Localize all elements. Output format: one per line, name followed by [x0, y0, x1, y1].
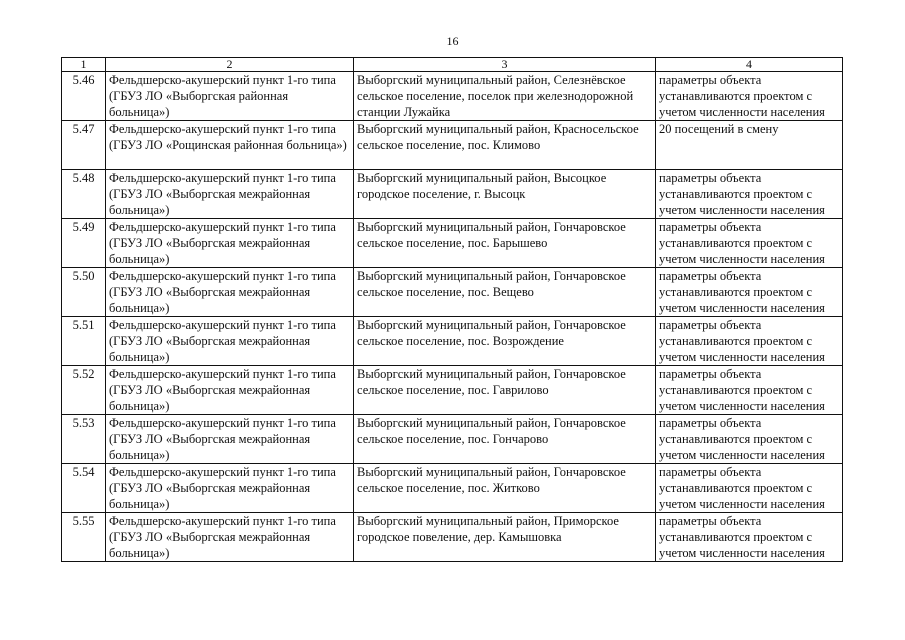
- facility-parameters-cell: [656, 170, 843, 219]
- page-number: 16: [446, 34, 459, 48]
- row-number-cell: [62, 72, 106, 121]
- row-number: 5.49: [72, 220, 95, 234]
- facility-parameters: параметры объекта устанавливаются проектом с учетом численности населения: [659, 514, 825, 560]
- facilities-table: [61, 57, 843, 562]
- table-header: [62, 58, 843, 72]
- facility-parameters: параметры объекта устанавливаются проектом с учетом численности населения: [659, 416, 825, 462]
- facility-location-cell: [354, 268, 656, 317]
- facility-parameters-cell: [656, 72, 843, 121]
- row-number-cell: [62, 219, 106, 268]
- facility-location-cell: [354, 121, 656, 170]
- facility-location: Выборгский муниципальный район, Гончаровское сельское поселение, пос. Барышево: [357, 220, 626, 250]
- facility-location: Выборгский муниципальный район, Гончаровское сельское поселение, пос. Гончарово: [357, 416, 626, 446]
- table-row: [62, 121, 843, 170]
- facility-location: Выборгский муниципальный район, Высоцкое городское поселение, г. Высоцк: [357, 171, 607, 201]
- facility-location-cell: [354, 366, 656, 415]
- row-number-cell: [62, 121, 106, 170]
- facility-location-cell: [354, 170, 656, 219]
- facility-location: Выборгский муниципальный район, Приморское городское повеление, дер. Камышовка: [357, 514, 619, 544]
- facility-location-cell: [354, 415, 656, 464]
- facility-parameters-cell: [656, 317, 843, 366]
- facility-parameters: параметры объекта устанавливаются проектом с учетом численности населения: [659, 269, 825, 315]
- row-number: 5.54: [72, 465, 95, 479]
- row-number: 5.46: [72, 73, 95, 87]
- facility-location: Выборгский муниципальный район, Гончаровское сельское поселение, пос. Гаврилово: [357, 367, 626, 397]
- row-number: 5.51: [72, 318, 95, 332]
- facility-name: Фельдшерско-акушерский пункт 1-го типа (ГБУЗ ЛО «Выборгская межрайонная больница»): [109, 514, 336, 560]
- facility-location: Выборгский муниципальный район, Гончаровское сельское поселение, пос. Возрождение: [357, 318, 626, 348]
- facility-parameters: параметры объекта устанавливаются проектом с учетом численности населения: [659, 318, 825, 364]
- facility-location-cell: [354, 464, 656, 513]
- facility-parameters-cell: [656, 268, 843, 317]
- table-body: [62, 72, 843, 562]
- facility-name-cell: [106, 170, 354, 219]
- row-number-cell: [62, 464, 106, 513]
- facility-parameters: параметры объекта устанавливаются проектом с учетом численности населения: [659, 220, 825, 266]
- facility-name-cell: [106, 72, 354, 121]
- facility-name: Фельдшерско-акушерский пункт 1-го типа (ГБУЗ ЛО «Выборгская межрайонная больница»): [109, 220, 336, 266]
- column-header-2: 2: [106, 58, 354, 72]
- facility-name-cell: [106, 219, 354, 268]
- row-number-cell: [62, 170, 106, 219]
- row-number: 5.53: [72, 416, 95, 430]
- facility-location-cell: [354, 72, 656, 121]
- table-row: [62, 464, 843, 513]
- row-number-cell: [62, 268, 106, 317]
- facility-location-cell: [354, 317, 656, 366]
- facility-parameters: параметры объекта устанавливаются проектом с учетом численности населения: [659, 465, 825, 511]
- table-row: [62, 72, 843, 121]
- facility-name: Фельдшерско-акушерский пункт 1-го типа (ГБУЗ ЛО «Выборгская межрайонная больница»): [109, 416, 336, 462]
- table-row: [62, 366, 843, 415]
- facility-name: Фельдшерско-акушерский пункт 1-го типа (ГБУЗ ЛО «Выборгская межрайонная больница»): [109, 171, 336, 217]
- table-row: [62, 415, 843, 464]
- facility-name: Фельдшерско-акушерский пункт 1-го типа (ГБУЗ ЛО «Выборгская межрайонная больница»): [109, 318, 336, 364]
- facility-name: Фельдшерско-акушерский пункт 1-го типа (ГБУЗ ЛО «Рощинская районная больница»): [109, 122, 347, 152]
- table-row: [62, 219, 843, 268]
- facility-location: Выборгский муниципальный район, Гончаровское сельское поселение, пос. Житково: [357, 465, 626, 495]
- row-number: 5.48: [72, 171, 95, 185]
- facility-name-cell: [106, 317, 354, 366]
- table-row: [62, 317, 843, 366]
- column-header-1: 1: [62, 58, 106, 72]
- facility-name-cell: [106, 513, 354, 562]
- row-number-cell: [62, 513, 106, 562]
- row-number-cell: [62, 415, 106, 464]
- row-number-cell: [62, 317, 106, 366]
- facility-parameters: параметры объекта устанавливаются проектом с учетом численности населения: [659, 367, 825, 413]
- facility-parameters: 20 посещений в смену: [659, 122, 779, 136]
- row-number: 5.52: [72, 367, 95, 381]
- facility-parameters: параметры объекта устанавливаются проектом с учетом численности населения: [659, 171, 825, 217]
- row-number-cell: [62, 366, 106, 415]
- facility-parameters-cell: [656, 513, 843, 562]
- facility-parameters-cell: [656, 366, 843, 415]
- facility-name: Фельдшерско-акушерский пункт 1-го типа (ГБУЗ ЛО «Выборгская межрайонная больница»): [109, 465, 336, 511]
- facility-parameters-cell: [656, 415, 843, 464]
- facility-name-cell: [106, 268, 354, 317]
- facility-name-cell: [106, 121, 354, 170]
- row-number: 5.50: [72, 269, 95, 283]
- facility-name: Фельдшерско-акушерский пункт 1-го типа (ГБУЗ ЛО «Выборгская межрайонная больница»): [109, 367, 336, 413]
- facility-parameters-cell: [656, 121, 843, 170]
- row-number: 5.55: [72, 514, 95, 528]
- facility-name-cell: [106, 415, 354, 464]
- facility-parameters-cell: [656, 464, 843, 513]
- facility-name-cell: [106, 366, 354, 415]
- facility-location-cell: [354, 219, 656, 268]
- facility-name: Фельдшерско-акушерский пункт 1-го типа (ГБУЗ ЛО «Выборгская районная больница»): [109, 73, 336, 119]
- header-row: [62, 58, 843, 72]
- table-row: [62, 268, 843, 317]
- facility-location: Выборгский муниципальный район, Красносельское сельское поселение, пос. Климово: [357, 122, 639, 152]
- facility-parameters-cell: [656, 219, 843, 268]
- facility-name-cell: [106, 464, 354, 513]
- facility-location: Выборгский муниципальный район, Селезнёвское сельское поселение, поселок при железнодорожной станции Лужайка: [357, 73, 634, 119]
- column-header-4: 4: [656, 58, 843, 72]
- row-number: 5.47: [72, 122, 95, 136]
- facility-location: Выборгский муниципальный район, Гончаровское сельское поселение, пос. Вещево: [357, 269, 626, 299]
- column-header-3: 3: [354, 58, 656, 72]
- table-row: [62, 170, 843, 219]
- facility-name: Фельдшерско-акушерский пункт 1-го типа (ГБУЗ ЛО «Выборгская межрайонная больница»): [109, 269, 336, 315]
- facility-parameters: параметры объекта устанавливаются проектом с учетом численности населения: [659, 73, 825, 119]
- table-row: [62, 513, 843, 562]
- facility-location-cell: [354, 513, 656, 562]
